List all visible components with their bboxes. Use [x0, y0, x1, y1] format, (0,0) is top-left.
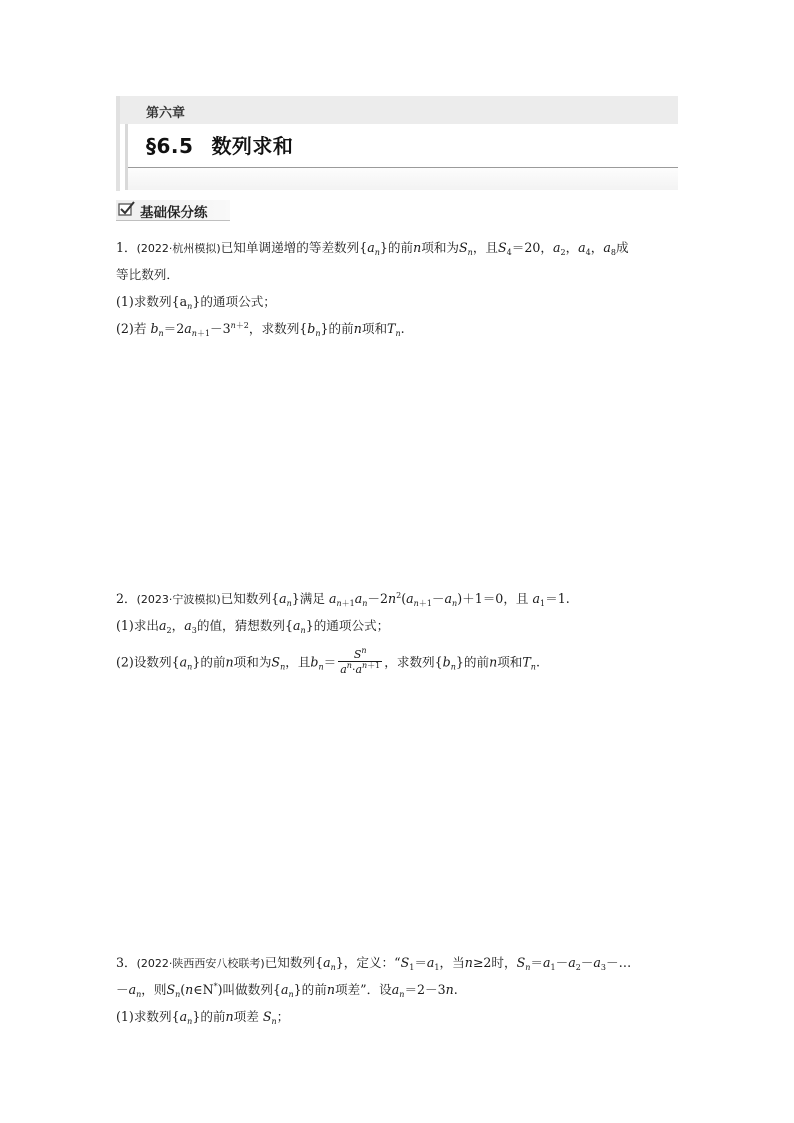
problem-2-part-2: (2)设数列$\{a_n\}$的前n项和为$S_n$，且$b_n=$ $\frac{S^n}{a^n\cdot a^{n+1}}$ ，求数列$\{b_n\}$的前n项和$T_n$. [116, 646, 540, 676]
problem-3-source: (2022·陕西西安八校联考) [136, 957, 265, 970]
problem-2-part-1: (1)求出$a_2$，$a_3$的值，猜想数列$\{a_n\}$的通项公式； [116, 618, 390, 635]
checkbox-check-icon [118, 201, 136, 217]
problem-2-stem: 2．(2023·宁波模拟)已知数列$\{a_n\}$满足 $a_{n+1}a_n-2n^2(a_{n+1}-a_n)+1=0$，且 $a_1=1$. [116, 591, 570, 608]
problem-3-stem: 3．(2022·陕西西安八校联考)已知数列$\{a_n\}$，定义：“$S_1=a_1$，当n≥2时，$S_n=a_1-a_2-a_3-\dots$ [116, 955, 632, 972]
chapter-stripe [116, 96, 678, 124]
problem-1-stem-cont: 等比数列． [116, 267, 179, 282]
problem-2-source: (2023·宁波模拟) [136, 593, 221, 606]
section-number: §6.5 [146, 134, 194, 158]
problem-3-part-1: (1)求数列$\{a_n\}$的前n项差 $S_n$； [116, 1009, 290, 1026]
fraction: $\frac{S^n}{a^n\cdot a^{n+1}}$ [340, 646, 381, 676]
section-tag [116, 200, 230, 221]
chapter-label: 第六章 [146, 106, 186, 121]
section-tag-label: 基础保分练 [140, 205, 208, 221]
header-left-rule [116, 96, 120, 191]
problem-1-part-2: (2)若 $b_n=2a_{n+1}-3^{n+2}$，求数列$\{b_n\}$的前n项和$T_n$. [116, 321, 405, 338]
header-underline [128, 167, 678, 168]
section-title [146, 130, 293, 159]
problem-1-stem: 1．(2022·杭州模拟)已知单调递增的等差数列$\{a_n\}$的前n项和为$S_n$，且$S_4=20$，$a_2$，$a_4$，$a_8$成 [116, 240, 629, 257]
problem-1-source: (2022·杭州模拟) [136, 242, 221, 255]
problem-3-stem-cont: $-a_n$，则$S_n(n\in N^*)$叫做数列$\{a_n\}$的前n项差”．设$a_n=2-3n$. [116, 982, 458, 999]
problem-1-part-1: (1)求数列$\{a_n\}$的通项公式； [116, 294, 276, 311]
section-name: 数列求和 [211, 134, 294, 158]
header-inner-rule [125, 124, 128, 190]
